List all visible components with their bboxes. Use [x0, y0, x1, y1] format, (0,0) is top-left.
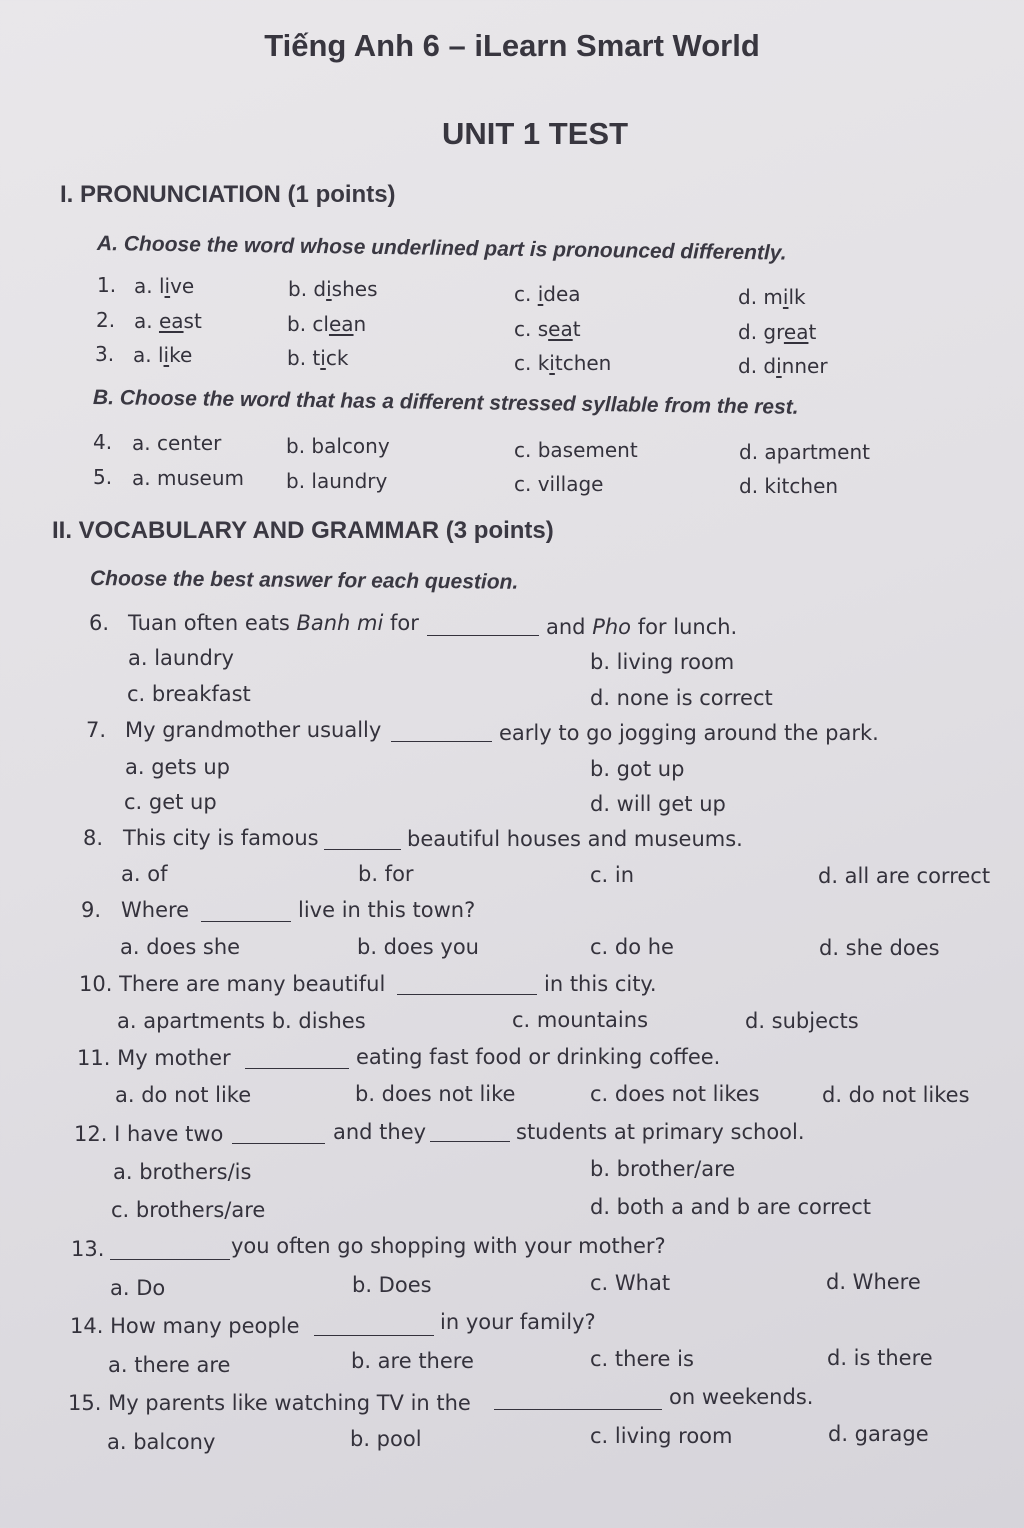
q8-option-d: d. all are correct: [818, 864, 991, 888]
q7-option-d: d. will get up: [590, 792, 726, 816]
q11-option-d: d. do not likes: [822, 1083, 970, 1107]
q5-option-b: b. laundry: [286, 469, 388, 493]
q10-option-c: c. mountains: [512, 1008, 649, 1032]
q4-option-b: b. balcony: [286, 434, 390, 458]
q13-stem: you often go shopping with your mother?: [231, 1234, 666, 1258]
q8-number: 8.: [83, 826, 104, 850]
q6-option-c: c. breakfast: [127, 682, 251, 706]
q11-option-c: c. does not likes: [590, 1082, 760, 1106]
q12-option-d: d. both a and b are correct: [590, 1195, 871, 1219]
q13-option-c: c. What: [590, 1271, 671, 1295]
part-b-instruction: B. Choose the word that has a different stressed syllable from the rest.: [92, 386, 799, 419]
q9-option-a: a. does she: [120, 935, 241, 959]
q6-blank: [427, 617, 539, 636]
q9-number: 9.: [81, 898, 102, 922]
q15-option-c: c. living room: [590, 1424, 733, 1448]
q12-option-c: c. brothers/are: [111, 1198, 266, 1222]
q15-stem-start: 15. My parents like watching TV in the: [68, 1391, 471, 1415]
q13-blank: [110, 1241, 230, 1260]
q10-stem-end: in this city.: [544, 972, 657, 996]
q9-option-c: c. do he: [590, 935, 674, 959]
q5-option-d: d. kitchen: [739, 474, 839, 498]
q7-option-a: a. gets up: [125, 755, 230, 779]
q7-number: 7.: [86, 718, 107, 742]
q12-blank-1: [232, 1125, 325, 1144]
q2-number: 2.: [96, 308, 116, 332]
q7-blank: [391, 723, 492, 742]
q4-option-a: a. center: [132, 431, 222, 455]
q11-stem-end: eating fast food or drinking coffee.: [356, 1045, 721, 1069]
q15-option-d: d. garage: [828, 1422, 929, 1446]
q6-option-a: a. laundry: [128, 646, 234, 670]
q11-option-a: a. do not like: [115, 1083, 252, 1107]
q7-option-c: c. get up: [124, 790, 217, 814]
q14-stem-start: 14. How many people: [70, 1314, 300, 1338]
q15-stem-end: on weekends.: [669, 1385, 814, 1409]
q10-options-a-b: a. apartments b. dishes: [117, 1009, 366, 1033]
q14-option-c: c. there is: [590, 1347, 694, 1371]
q12-stem-end: students at primary school.: [516, 1120, 805, 1144]
q11-stem-start: 11. My mother: [77, 1046, 231, 1070]
q13-option-a: a. Do: [110, 1276, 166, 1300]
q13-option-b: b. Does: [352, 1273, 432, 1297]
q8-option-c: c. in: [590, 863, 635, 887]
q10-blank: [397, 976, 537, 995]
q8-option-a: a. of: [121, 862, 168, 886]
q1-option-a: a. live: [134, 274, 195, 298]
q1-option-b: b. dishes: [288, 277, 378, 301]
q2-option-c: c. seat: [514, 317, 581, 341]
section2-instruction: Choose the best answer for each question.: [89, 567, 519, 594]
q8-option-b: b. for: [358, 862, 414, 886]
q15-blank: [494, 1391, 662, 1410]
q14-option-b: b. are there: [351, 1349, 474, 1373]
q13-option-d: d. Where: [826, 1270, 921, 1294]
q9-option-d: d. she does: [819, 936, 940, 960]
q8-blank: [324, 831, 401, 850]
q5-option-c: c. village: [514, 472, 604, 496]
q6-option-d: d. none is correct: [590, 686, 773, 710]
q6-number: 6.: [89, 611, 110, 635]
q6-stem-end: and Pho for lunch.: [546, 615, 738, 639]
q8-stem-start: This city is famous: [123, 826, 319, 850]
q2-option-d: d. great: [738, 320, 817, 344]
q9-stem-start: Where: [121, 898, 190, 922]
q14-blank: [314, 1317, 434, 1336]
q3-option-b: b. tick: [287, 346, 349, 370]
q12-stem-middle: and they: [333, 1120, 427, 1144]
q14-option-d: d. is there: [827, 1346, 933, 1370]
q11-option-b: b. does not like: [355, 1082, 516, 1106]
q7-stem-start: My grandmother usually: [125, 718, 382, 742]
q2-option-b: b. clean: [287, 312, 367, 336]
q9-stem-end: live in this town?: [298, 898, 476, 922]
q3-number: 3.: [95, 342, 115, 366]
part-a-instruction: A. Choose the word whose underlined part is pronounced differently.: [96, 232, 787, 265]
q5-number: 5.: [93, 465, 113, 489]
q10-option-d: d. subjects: [745, 1009, 859, 1033]
q6-option-b: b. living room: [590, 650, 735, 674]
section-vocabulary-heading: II. VOCABULARY AND GRAMMAR (3 points): [52, 517, 554, 544]
q3-option-d: d. dinner: [738, 354, 828, 378]
section-pronunciation-heading: I. PRONUNCIATION (1 points): [60, 181, 396, 208]
q12-option-b: b. brother/are: [590, 1157, 736, 1181]
q14-stem-end: in your family?: [440, 1310, 596, 1334]
q15-option-b: b. pool: [350, 1427, 422, 1451]
q9-option-b: b. does you: [357, 935, 479, 959]
q10-stem-start: 10. There are many beautiful: [79, 972, 386, 996]
q4-option-d: d. apartment: [739, 440, 870, 464]
q7-stem-end: early to go jogging around the park.: [499, 721, 879, 745]
q1-number: 1.: [97, 273, 117, 297]
q14-option-a: a. there are: [108, 1353, 231, 1377]
q12-blank-2: [430, 1123, 510, 1142]
q15-option-a: a. balcony: [107, 1430, 216, 1454]
q2-option-a: a. east: [134, 309, 202, 333]
q1-option-c: c. idea: [514, 282, 581, 306]
q5-option-a: a. museum: [132, 466, 245, 490]
q3-option-a: a. like: [133, 343, 193, 367]
q7-option-b: b. got up: [590, 757, 685, 781]
q12-stem-start: 12. I have two: [74, 1122, 224, 1146]
q9-blank: [201, 903, 291, 922]
q8-stem-end: beautiful houses and museums.: [407, 827, 743, 851]
q3-option-c: c. kitchen: [514, 351, 612, 375]
q11-blank: [245, 1050, 349, 1069]
q4-option-c: c. basement: [514, 438, 638, 462]
q13-number: 13.: [71, 1237, 105, 1261]
q6-stem-start: Tuan often eats Banh mi for: [128, 611, 419, 635]
q4-number: 4.: [93, 430, 113, 454]
page-title: Tiếng Anh 6 – iLearn Smart World: [264, 28, 760, 63]
unit-heading: UNIT 1 TEST: [441, 116, 628, 151]
q1-option-d: d. milk: [738, 285, 806, 309]
q12-option-a: a. brothers/is: [113, 1160, 252, 1184]
